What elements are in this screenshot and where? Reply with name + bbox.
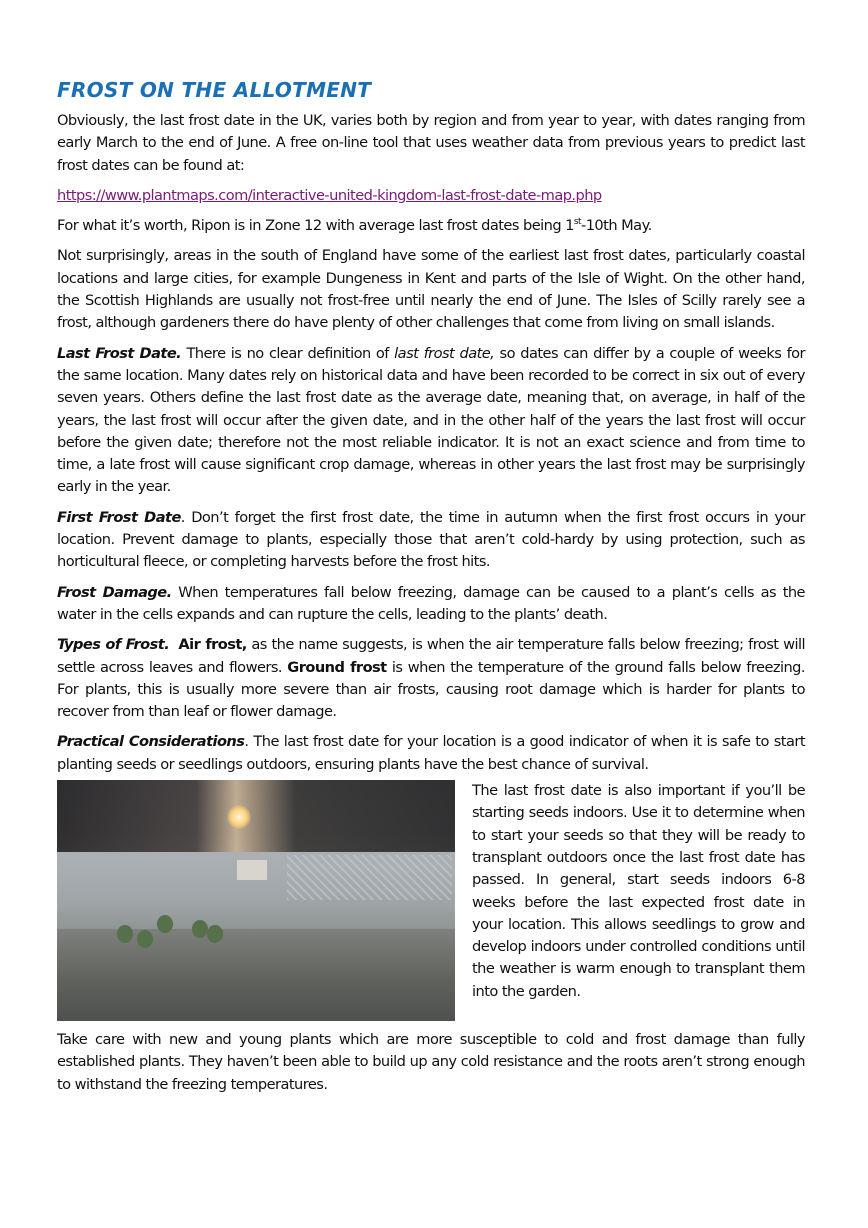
photo-cabbage bbox=[192, 920, 208, 938]
sun-icon bbox=[227, 805, 251, 829]
photo-shed bbox=[237, 860, 267, 880]
photo-cabbage bbox=[207, 925, 223, 943]
first-frost-paragraph: First Frost Date. Don’t forget the first frost date, the time in autumn when the first frost occurs in your location. Prevent damage to plants, especially those that aren’t cold-hardy by using protection, such as horticultural fleece, or completing harvests before the frost hits. bbox=[57, 508, 805, 571]
first-frost-heading: First Frost Date bbox=[57, 508, 181, 526]
last-frost-paragraph: Last Frost Date. There is no clear definition of last frost date, so dates can differ by a couple of weeks for the same location. Many dates rely on historical data and have been recorded to be correct in six out of every seven years. Others define the last frost date as the average date, meaning that, on average, in half of the years, the last frost will occur after the given date, and in the other half of the years the last frost will occur before the given date; therefore not the most reliable indicator. It is not an exact science and from time to time, a late frost will cause significant crop damage, whereas in other years the last frost may be surprisingly early in the year. bbox=[57, 344, 805, 496]
photo-cabbage bbox=[157, 915, 173, 933]
types-heading: Types of Frost. bbox=[57, 636, 170, 654]
indoors-paragraph: The last frost date is also important if you’ll be starting seeds indoors. Use it to determine when to start your seeds so that they will be ready to transplant outdoors once the last frost date has passed. In general, start seeds indoors 6-8 weeks before the last expected frost date in your location. This allows seedlings to grow and develop indoors under controlled conditions until the weather is warm enough to transplant them into the garden. bbox=[472, 782, 805, 1000]
plantmaps-link[interactable]: https://www.plantmaps.com/interactive-united-kingdom-last-frost-date-map.php bbox=[57, 186, 602, 204]
indoors-column bbox=[472, 780, 805, 1021]
frost-damage-heading: Frost Damage. bbox=[57, 583, 172, 601]
allotment-photo bbox=[57, 780, 455, 1021]
photo-cabbage bbox=[137, 930, 153, 948]
photo-sky bbox=[57, 780, 455, 852]
closing-paragraph: Take care with new and young plants which are more susceptible to cold and frost damage than fully established plants. They haven’t been able to build up any cold resistance and the roots aren’t strong enough to withstand the freezing temperatures. bbox=[57, 1031, 805, 1093]
practical-paragraph: Practical Considerations. The last frost date for your location is a good indicator of when it is safe to start planting seeds or seedlings outdoors, ensuring plants have the best chance of survival. bbox=[57, 733, 805, 773]
link-paragraph bbox=[57, 185, 805, 207]
page-title: FROST ON THE ALLOTMENT bbox=[57, 78, 372, 102]
photo-cabbage bbox=[117, 925, 133, 943]
frost-damage-paragraph: Frost Damage. When temperatures fall below freezing, damage can be caused to a plant’s cells as the water in the cells expands and can rupture the cells, leading to the plants’ death. bbox=[57, 583, 805, 623]
photo-and-text bbox=[57, 780, 805, 1021]
last-frost-heading: Last Frost Date. bbox=[57, 344, 182, 362]
photo-netting bbox=[287, 855, 452, 900]
types-paragraph: Types of Frost. Air frost, as the name suggests, is when the air temperature falls below freezing; frost will settle across leaves and flowers. Ground frost is when the temperature of the ground falls below freezing. For plants, this is usually more severe than air frosts, causing root damage which is harder for plants to recover from than leaf or flower damage. bbox=[57, 636, 805, 721]
ground-frost-label: Ground frost bbox=[287, 658, 387, 676]
practical-heading: Practical Considerations bbox=[57, 733, 245, 751]
intro-paragraph: Obviously, the last frost date in the UK, varies both by region and from year to year, with dates ranging from early March to the end of June. A free on-line tool that uses weather data from previous years to predict last frost dates can be found at: bbox=[57, 112, 805, 174]
regions-paragraph: Not surprisingly, areas in the south of England have some of the earliest last frost dates, particularly coastal locations and large cities, for example Dungeness in Kent and parts of the Isle of Wight. On the other hand, the Scottish Highlands are usually not frost-free until nearly the end of June. The Isles of Scilly rarely see a frost, although gardeners there do have plenty of other challenges that come from living on small islands. bbox=[57, 247, 805, 332]
article bbox=[57, 76, 805, 1104]
photo-ground bbox=[57, 929, 455, 1021]
air-frost-label: Air frost, bbox=[178, 636, 247, 654]
ripon-paragraph: For what it’s worth, Ripon is in Zone 12 with average last frost dates being 1st-10th May. bbox=[57, 217, 652, 235]
